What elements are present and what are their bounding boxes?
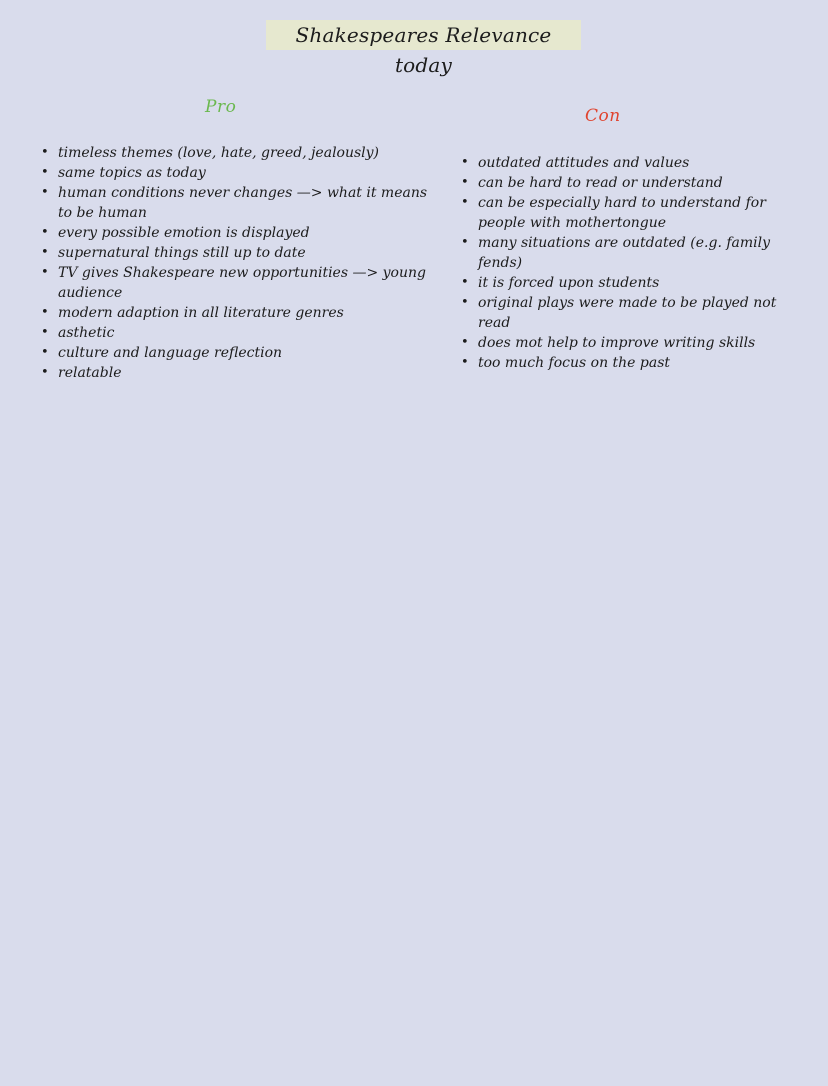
con-list-item: • too much focus on the past (460, 353, 800, 373)
con-list-item: • it is forced upon students (460, 273, 800, 293)
con-list-item: • does mot help to improve writing skills (460, 333, 800, 353)
pro-list (40, 143, 440, 383)
pro-list-item: • human conditions never changes —> what it means to be human (40, 183, 440, 223)
pro-list-item: • TV gives Shakespeare new opportunities —> young audience (40, 263, 440, 303)
pro-list-item: • relatable (40, 363, 440, 383)
pro-list-item: • same topics as today (40, 163, 440, 183)
con-list-item: • original plays were made to be played not read (460, 293, 800, 333)
con-list-item: • can be especially hard to understand for people with mothertongue (460, 193, 800, 233)
pro-list-item: • every possible emotion is displayed (40, 223, 440, 243)
pro-list-item: • culture and language reflection (40, 343, 440, 363)
pro-list-item: • modern adaption in all literature genres (40, 303, 440, 323)
con-heading: Con (585, 106, 621, 126)
pro-heading: Pro (205, 97, 237, 117)
con-list-item: • many situations are outdated (e.g. family fends) (460, 233, 800, 273)
con-list-item: • can be hard to read or understand (460, 173, 800, 193)
pro-list-item: • timeless themes (love, hate, greed, jealously) (40, 143, 440, 163)
pro-list-item: • supernatural things still up to date (40, 243, 440, 263)
con-list (460, 153, 800, 373)
con-list-item: • outdated attitudes and values (460, 153, 800, 173)
pro-list-item: • asthetic (40, 323, 440, 343)
page-title: Shakespeares Relevance today (266, 20, 581, 50)
